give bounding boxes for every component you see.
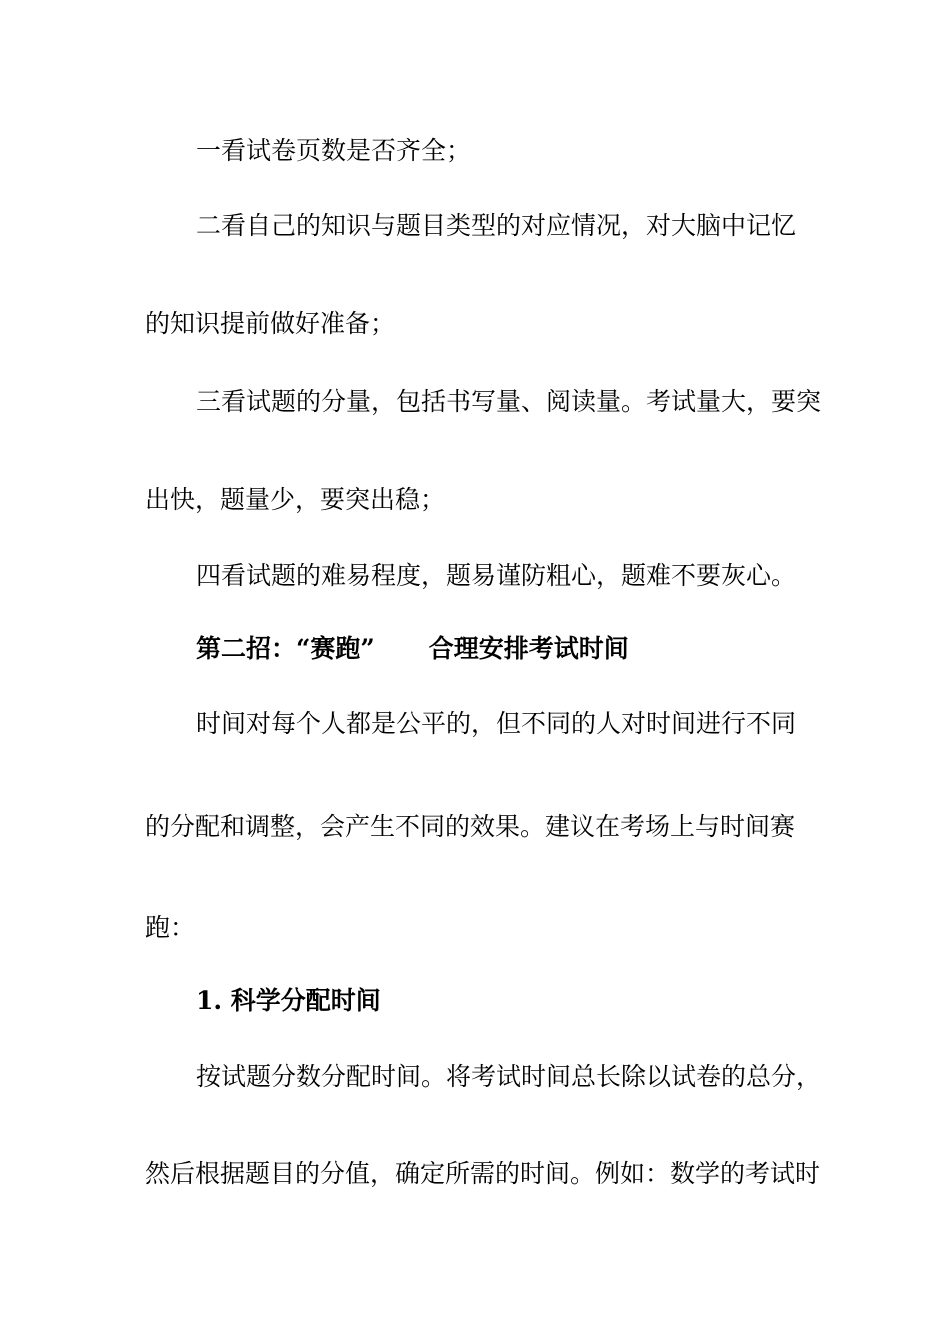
- paragraph-line: 的知识提前做好准备；: [145, 309, 396, 338]
- paragraph-line: 二看自己的知识与题目类型的对应情况，对大脑中记忆: [196, 211, 797, 240]
- subsection-heading: 1. 科学分配时间: [196, 986, 381, 1015]
- paragraph-line: 出快，题量少，要突出稳；: [145, 485, 446, 514]
- paragraph-line: 时间对每个人都是公平的，但不同的人对时间进行不同: [196, 709, 797, 738]
- paragraph-line: 一看试卷页数是否齐全；: [196, 136, 472, 165]
- paragraph-line: 按试题分数分配时间。将考试时间总长除以试卷的总分，: [196, 1062, 822, 1091]
- paragraph-line: 三看试题的分量，包括书写量、阅读量。考试量大，要突: [196, 387, 822, 416]
- paragraph-line: 四看试题的难易程度，题易谨防粗心，题难不要灰心。: [196, 561, 797, 590]
- paragraph-line: 然后根据题目的分值，确定所需的时间。例如：数学的考试时: [145, 1159, 821, 1188]
- paragraph-line: 跑：: [145, 913, 196, 942]
- section-heading: [196, 633, 629, 665]
- section-heading-title: 合理安排考试时间: [428, 634, 629, 663]
- section-heading-label: 第二招：“赛跑”: [196, 634, 375, 663]
- paragraph-line: 的分配和调整，会产生不同的效果。建议在考场上与时间赛: [145, 812, 796, 841]
